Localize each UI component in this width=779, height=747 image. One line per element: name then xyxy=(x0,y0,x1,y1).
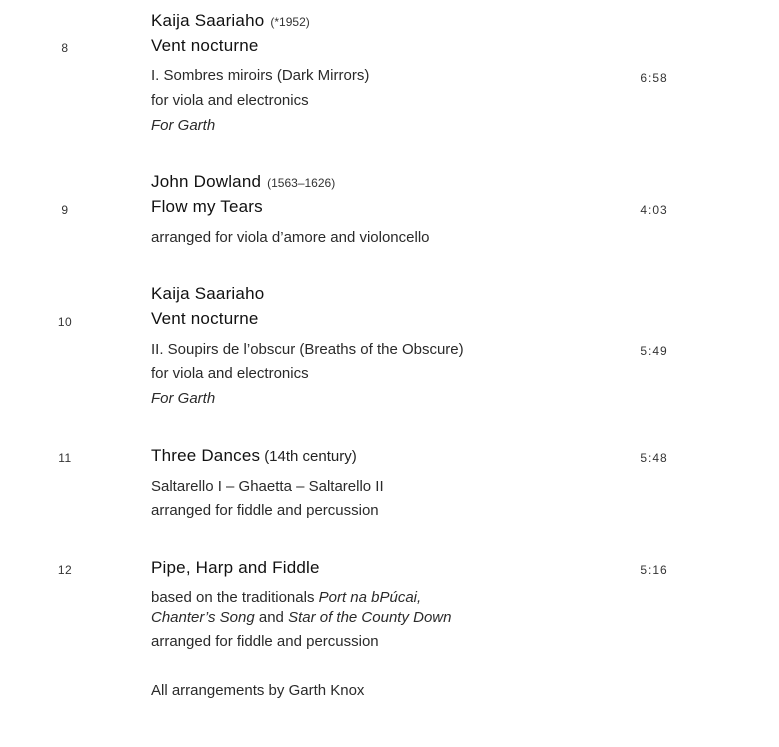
work-title: Vent nocturne xyxy=(151,36,259,55)
work-title: Flow my Tears xyxy=(151,197,263,216)
track-duration: 4:03 xyxy=(640,203,668,217)
source-work-3: Star of the County Down xyxy=(288,609,452,626)
track-duration: 5:48 xyxy=(640,451,668,465)
source-line-1 xyxy=(151,589,421,606)
arrangement: arranged for fiddle and percussion xyxy=(151,633,379,650)
work-period: (14th century) xyxy=(264,448,357,465)
work-title: Three Dances xyxy=(151,446,261,465)
work-title: Vent nocturne xyxy=(151,309,259,328)
composer-dates: (*1952) xyxy=(270,15,310,29)
dedication: For Garth xyxy=(151,117,216,134)
arrangement: arranged for fiddle and percussion xyxy=(151,502,379,519)
composer-dates: (1563–1626) xyxy=(267,176,336,190)
title-line xyxy=(151,446,357,466)
movement-title: I. Sombres miroirs (Dark Mirrors) xyxy=(151,67,370,84)
composer-line xyxy=(151,172,335,192)
work-title: Pipe, Harp and Fiddle xyxy=(151,558,320,577)
composer-name: John Dowland xyxy=(151,172,262,191)
arrangement: arranged for viola d’amore and violoncello xyxy=(151,229,430,246)
track-number: 10 xyxy=(57,315,73,329)
track-duration: 6:58 xyxy=(640,71,668,85)
movement-list: Saltarello I – Ghaetta – Saltarello II xyxy=(151,478,384,495)
instrumentation: for viola and electronics xyxy=(151,365,309,382)
source-work-1: Port na bPúcai, xyxy=(318,589,422,606)
composer-name: Kaija Saariaho xyxy=(151,284,265,303)
track-number: 12 xyxy=(57,563,73,577)
composer-line xyxy=(151,11,310,31)
track-number: 11 xyxy=(58,451,72,465)
movement-title: II. Soupirs de l’obscur (Breaths of the Obscure) xyxy=(151,341,464,358)
source-prefix: based on the traditionals xyxy=(151,589,315,606)
source-and: and xyxy=(258,609,284,626)
track-number: 8 xyxy=(61,41,69,55)
track-duration: 5:49 xyxy=(640,344,668,358)
source-work-2: Chanter’s Song xyxy=(151,609,255,626)
instrumentation: for viola and electronics xyxy=(151,92,309,109)
source-line-2 xyxy=(151,609,451,626)
footer-note: All arrangements by Garth Knox xyxy=(151,682,365,699)
dedication: For Garth xyxy=(151,390,216,407)
composer-name: Kaija Saariaho xyxy=(151,11,265,30)
track-number: 9 xyxy=(61,203,69,217)
track-duration: 5:16 xyxy=(640,563,668,577)
